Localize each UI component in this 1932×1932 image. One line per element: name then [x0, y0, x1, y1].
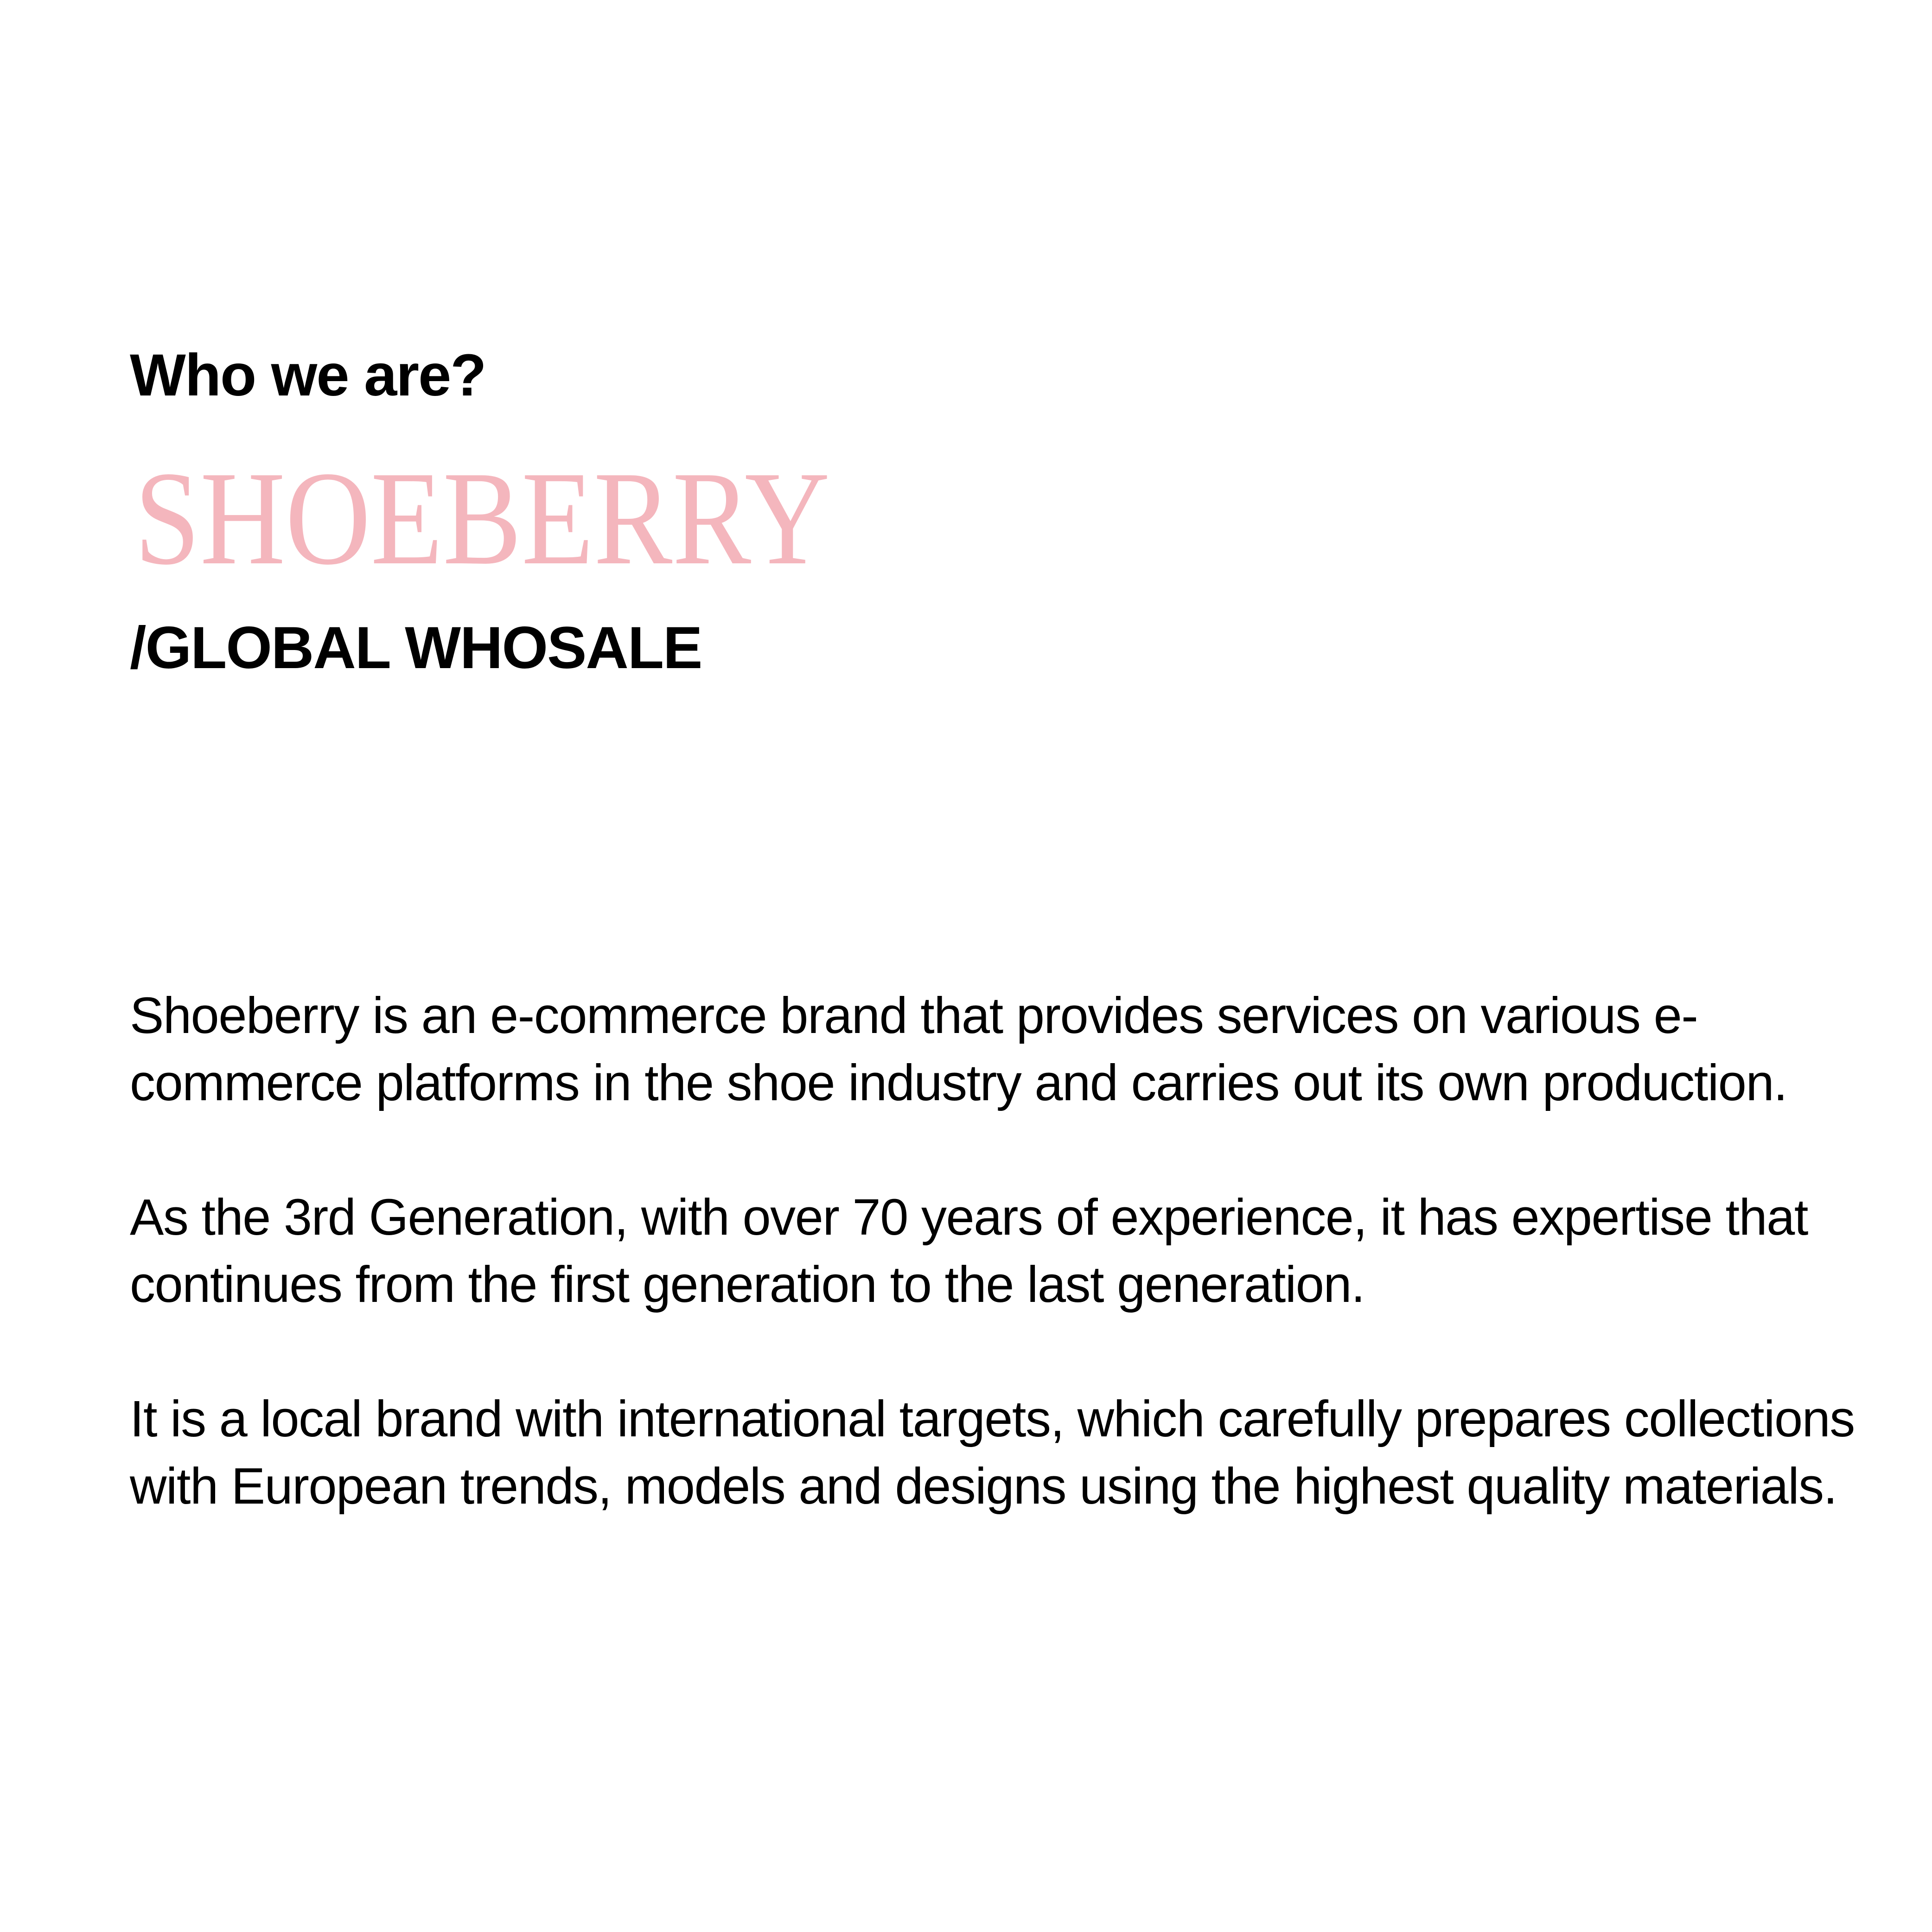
paragraph-brand-vision: It is a local brand with international targets, which carefully prepares collections with European trends, models and designs using the highest quality materials. [130, 1390, 1855, 1515]
paragraph-intro: Shoeberry is an e-commerce brand that provides services on various e-commerce platforms in the shoe industry and carries out its own production. [130, 987, 1787, 1111]
section-question-heading: Who we are? [130, 342, 486, 408]
paragraph-experience: As the 3rd Generation, with over 70 years of experience, it has expertise that continues from the first generation to the last generation. [130, 1189, 1808, 1313]
brand-subtitle: /GLOBAL WHOSALE [130, 615, 702, 681]
brand-logo [134, 444, 839, 593]
description-body [130, 982, 1910, 1587]
brand-logo-text: SHOEBERRY [134, 444, 830, 593]
